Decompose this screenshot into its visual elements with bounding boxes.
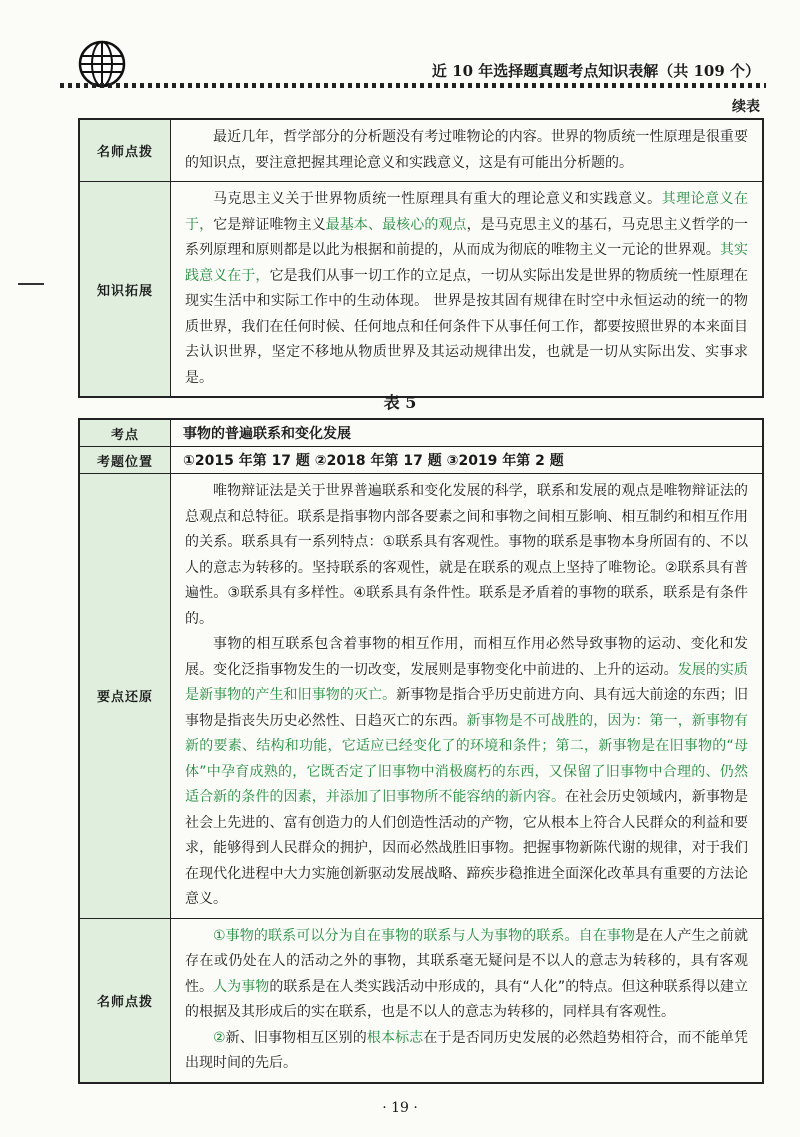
paragraph bbox=[185, 1026, 748, 1077]
highlight-text: 人为事物 bbox=[213, 978, 270, 995]
header-rule bbox=[60, 83, 766, 88]
row-content bbox=[171, 474, 764, 919]
running-head: 近 10 年选择题真题考点知识表解（共 109 个） bbox=[431, 62, 760, 80]
row-label: 名师点拨 bbox=[79, 918, 171, 1083]
highlight-text: 最基本、最核心的观点 bbox=[325, 216, 467, 233]
paragraph: 最近几年，哲学部分的分析题没有考过唯物论的内容。世界的物质统一性原理是很重要的知识点，要注意把握其理论意义和实践意义，这是有可能出分析题的。 bbox=[185, 129, 748, 171]
table-row bbox=[79, 918, 763, 1083]
highlight-text: 新事物是不可战胜的，因为：第一，新事物有新的要素、结构和功能，它适应已经变化了的环境和条件；第二，新事物是在旧事物的“母体”中孕育成熟的，它既否定了旧事物中消极腐朽的东西，又保留了旧事物中合理的、仍然适合新的条件的因素，并添加了旧事物所不能容纳的新内容。 bbox=[185, 712, 749, 805]
row-label: 知识拓展 bbox=[79, 182, 171, 398]
row-content bbox=[171, 182, 764, 398]
paragraph: 唯物辩证法是关于世界普遍联系和变化发展的科学，联系和发展的观点是唯物辩证法的总观点和总特征。联系是指事物内部各要素之间和事物之间相互影响、相互制约和相互作用的关系。联系具有一系列特点：①联系具有客观性。事物的联系是事物本身所固有的、不以人的意志为转移的。坚持联系的客观性，就是在联系的观点上坚持了唯物论。②联系具有普遍性。③联系具有多样性。④联系具有条件性。联系是矛盾着的事物的联系，联系是有条件的。 bbox=[185, 483, 748, 627]
topic-value: 事物的普遍联系和变化发展 bbox=[171, 419, 764, 447]
highlight-text: ② bbox=[213, 1029, 226, 1046]
paragraph bbox=[185, 187, 748, 391]
highlight-text: 其理论意义在于， bbox=[185, 191, 749, 233]
margin-mark bbox=[18, 283, 44, 285]
text-run: 的联系是在人类实践活动中形成的，具有“人化”的特点。但这种联系得以建立的根据及其形成后的实在联系，也是不以人的意志为转移的，同样具有客观性。 bbox=[185, 978, 748, 1020]
highlight-text: 发展的实质是新事物的产生和旧事物的灭亡。 bbox=[185, 661, 749, 703]
row-label: 要点还原 bbox=[79, 474, 171, 919]
row-content bbox=[171, 119, 764, 182]
text-run: 马克思主义关于世界物质统一性原理具有重大的理论意义和实践意义。 bbox=[213, 191, 662, 207]
highlight-text: ①事物的联系可以分为自在事物的联系与人为事物的联系。 bbox=[213, 927, 579, 944]
text-run: 在于是否同历史发展的必然趋势相符合，而不能单凭出现时间的先后。 bbox=[185, 1029, 748, 1071]
table-row bbox=[79, 447, 763, 474]
table-continued bbox=[78, 118, 764, 398]
text-run: ，是马克思主义的基石，马克思主义哲学的一系列原理和原则都是以此为根据和前提的，从而成为彻底的唯物主义一元论的世界观。 bbox=[185, 216, 749, 258]
table-title: 表 5 bbox=[383, 393, 417, 412]
text-run: 新、旧事物相互区别的 bbox=[225, 1029, 367, 1046]
continued-label: 续表 bbox=[732, 99, 760, 115]
text-run: 它是辩证唯物主义 bbox=[213, 216, 326, 233]
row-label: 名师点拨 bbox=[79, 119, 171, 182]
highlight-text: 根本标志 bbox=[366, 1029, 424, 1046]
text-run: 在社会历史领域内，新事物是社会上先进的、富有创造力的人们创造性活动的产物，它从根本上符合人民群众的利益和要求，能够得到人民群众的拥护，因而必然战胜旧事物。把握事物新陈代谢的规律，对于我们在现代化进程中大力实施创新驱动发展战略、蹄疾步稳推进全面深化改革具有重要的方法论意义。 bbox=[185, 789, 749, 907]
paragraph bbox=[185, 924, 748, 1026]
row-label: 考题位置 bbox=[79, 447, 171, 474]
text-run: 是在人产生之前就存在或仍处在人的活动之外的事物，其联系毫无疑问是不以人的意志为转移的，具有客观性。 bbox=[185, 927, 748, 995]
row-label: 考点 bbox=[79, 419, 171, 447]
page-number: · 19 · bbox=[382, 1100, 418, 1116]
text-run: 新事物是指合乎历史前进方向、具有远大前途的东西；旧事物是指丧失历史必然性、日趋灭亡的东西。 bbox=[185, 687, 749, 729]
table-5 bbox=[78, 418, 764, 1084]
table-row bbox=[79, 474, 763, 919]
paragraph bbox=[185, 632, 748, 913]
highlight-text: 其实践意义在于， bbox=[185, 242, 748, 284]
text-run: 事物的相互联系包含着事物的相互作用，而相互作用必然导致事物的运动、变化和发展。变化泛指事物发生的一切改变，发展则是事物变化中前进的、上升的运动。 bbox=[185, 636, 748, 678]
row-content bbox=[171, 918, 764, 1083]
position-value: ①2015 年第 17 题 ②2018 年第 17 题 ③2019 年第 2 题 bbox=[171, 447, 764, 474]
table-row bbox=[79, 419, 763, 447]
highlight-text: 自在事物 bbox=[578, 927, 636, 944]
table-row bbox=[79, 119, 763, 182]
text-run: 它是我们从事一切工作的立足点，一切从实际出发是世界的物质统一性原理在现实生活中和实际工作中的生动体现。 世界是按其固有规律在时空中永恒运动的统一的物质世界，我们在任何时候、任何地点和任何条件下从事任何工作，都要按照世界的本来面目去认识世界，坚定不移地从物质世界及其运动规律出发，也就是一切从实际出发、实事求是。 bbox=[185, 267, 749, 386]
globe-icon bbox=[78, 40, 126, 88]
table-row bbox=[79, 182, 763, 398]
